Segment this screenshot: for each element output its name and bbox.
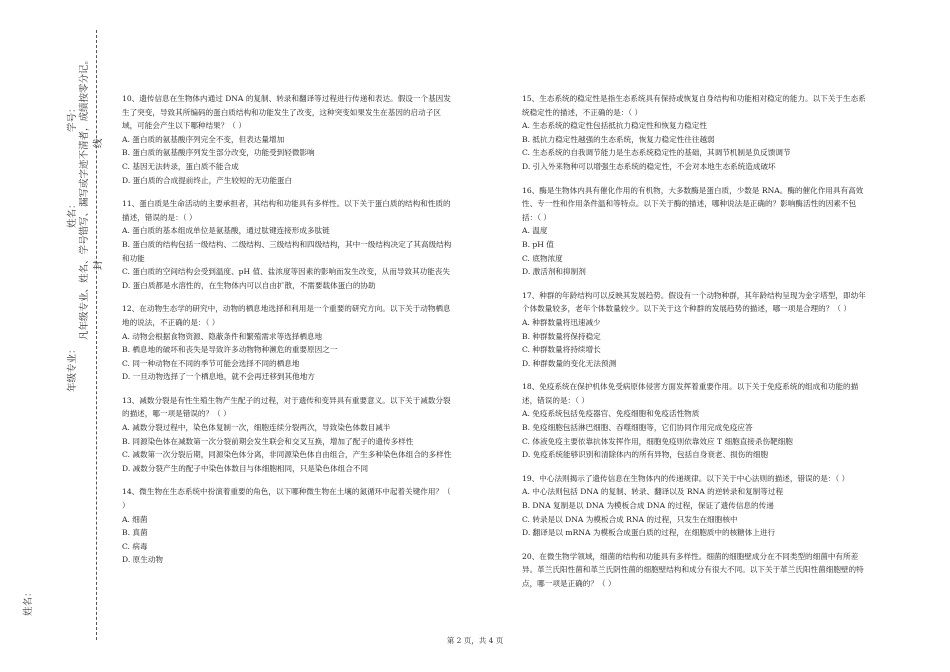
question-stem: 18、免疫系统在保护机体免受病原体侵害方面发挥着重要作用。以下关于免疫系统的组成和功能的描述，错误的是：（ ） bbox=[522, 382, 859, 405]
answer-option: A. 蛋白质的基本组成单位是氨基酸，通过肽键连接形成多肽链 bbox=[122, 226, 330, 236]
answer-option: A. 动物会根据食物资源、隐蔽条件和繁殖需求等选择栖息地 bbox=[122, 331, 323, 341]
answer-option: A. 温度 bbox=[522, 226, 548, 236]
answer-option: A. 种群数量将迅速减少 bbox=[522, 317, 601, 327]
page-footer: 第 2 页，共 4 页 bbox=[446, 636, 504, 645]
answer-option: D. 蛋白质都是水溶性的，在生物体内可以自由扩散，不需要载体蛋白的协助 bbox=[122, 280, 376, 290]
question-stem: 16、酶是生物体内具有催化作用的有机物，大多数酶是蛋白质，少数是 RNA。酶的催化作用具有高效性、专一性和作用条件温和等特点。以下关于酶的描述，哪种说法是正确的？影响酶活性的因素不包括：（ ） bbox=[522, 185, 864, 222]
seal-notice: 凡年级专业、姓名、学号错写、漏写或字迹不清者，成绩按零分记。 bbox=[79, 54, 90, 340]
answer-option: C. 蛋白质的空间结构会受到温度、pH 值、盐浓度等因素的影响而发生改变，从而导致其功能丧失 bbox=[122, 267, 451, 277]
answer-option: B. 栖息地的破坏和丧失是导致许多动物物种濒危的重要原因之一 bbox=[122, 345, 338, 355]
question-block bbox=[522, 289, 867, 371]
question-stem: 17、种群的年龄结构可以反映其发展趋势。假设有一个动物种群，其年龄结构呈现为金字塔型，即幼年个体数量较多，老年个体数量较少。以下关于这个种群的发展趋势的描述，哪一项是合理的？（ ） bbox=[522, 290, 866, 314]
question-stem: 13、减数分裂是有性生殖生物产生配子的过程，对于遗传和变异具有重要意义。以下关于减数分裂的描述，哪一项是错误的？（ ） bbox=[122, 395, 451, 419]
answer-option: C. 生态系统的自我调节能力是生态系统稳定性的基础，其调节机制是负反馈调节 bbox=[522, 148, 791, 158]
question-stem: 10、遗传信息在生物体内通过 DNA 的复制、转录和翻译等过程进行传递和表达。假设一个基因发生了突变，导致其所编码的蛋白质结构和功能发生了改变，这种突变如果发生在基因的启动子区域，可能会产生以下哪种结果？（ ） bbox=[122, 94, 451, 131]
question-block bbox=[522, 92, 867, 174]
question-block bbox=[122, 197, 452, 292]
answer-option: C. 种群数量将持续增长 bbox=[522, 345, 601, 355]
answer-option: D. 翻译是以 mRNA 为模板合成蛋白质的过程，在细胞质中的核糖体上进行 bbox=[522, 528, 776, 538]
answer-option: B. DNA 复制是以 DNA 为模板合成 DNA 的过程，保证了遗传信息的传递 bbox=[522, 501, 774, 511]
answer-option: B. 抵抗力稳定性越强的生态系统，恢复力稳定性往往越弱 bbox=[522, 134, 715, 144]
left-column bbox=[122, 92, 452, 577]
grade-major-label: 年级专业： bbox=[67, 344, 78, 392]
answer-option: B. 同源染色体在减数第一次分裂前期会发生联会和交叉互换，增加了配子的遗传多样性 bbox=[122, 436, 414, 446]
question-block bbox=[522, 184, 867, 279]
answer-option: B. 真菌 bbox=[122, 528, 148, 538]
right-column bbox=[522, 92, 867, 601]
binding-margin bbox=[0, 0, 112, 672]
answer-option: D. 引入外来物种可以增强生态系统的稳定性，不会对本地生态系统造成破坏 bbox=[522, 161, 776, 171]
answer-option: A. 生态系统的稳定性包括抵抗力稳定性和恢复力稳定性 bbox=[522, 121, 707, 131]
name-label: 姓名： bbox=[67, 199, 78, 228]
answer-option: B. 蛋白质的结构包括一级结构、二级结构、三级结构和四级结构，其中一级结构决定了其高级结构和功能 bbox=[122, 239, 452, 263]
seal-char-xian: 线 bbox=[93, 138, 104, 148]
answer-option: D. 一旦动物选择了一个栖息地，就不会再迁移到其他地方 bbox=[122, 372, 315, 382]
answer-option: A. 蛋白质的氨基酸序列完全不变，但表达量增加 bbox=[122, 134, 285, 144]
answer-option: D. 种群数量的变化无法预测 bbox=[522, 358, 617, 368]
answer-option: C. 减数第一次分裂后期，同源染色体分离，非同源染色体自由组合，产生多种染色体组合的多样性 bbox=[122, 450, 452, 460]
answer-option: A. 中心法则包括 DNA 的复制、转录、翻译以及 RNA 的逆转录和复制等过程 bbox=[522, 487, 784, 497]
answer-option: B. 蛋白质的氨基酸序列发生部分改变，功能受到轻微影响 bbox=[122, 148, 315, 158]
question-stem: 11、蛋白质是生命活动的主要承担者，其结构和功能具有多样性。以下关于蛋白质的结构和性质的描述，错误的是：（ ） bbox=[122, 199, 451, 222]
answer-option: B. 种群数量将保持稳定 bbox=[522, 331, 601, 341]
question-block bbox=[122, 485, 452, 567]
answer-option: D. 减数分裂产生的配子中染色体数目与体细胞相同，只是染色体组合不同 bbox=[122, 463, 369, 473]
answer-option: C. 转录是以 DNA 为模板合成 RNA 的过程，只发生在细胞核中 bbox=[522, 514, 738, 524]
answer-option: C. 基因无法转录，蛋白质不能合成 bbox=[122, 161, 239, 171]
answer-option: C. 病毒 bbox=[122, 541, 148, 551]
question-stem: 12、在动物生态学的研究中，动物的栖息地选择和利用是一个重要的研究方向。以下关于动物栖息地的说法，不正确的是：（ ） bbox=[122, 304, 451, 327]
answer-option: C. 体液免疫主要依靠抗体发挥作用，细胞免疫则依靠效应 T 细胞直接杀伤靶细胞 bbox=[522, 436, 793, 446]
question-block bbox=[522, 550, 867, 591]
answer-option: B. pH 值 bbox=[522, 239, 554, 249]
question-stem: 15、生态系统的稳定性是指生态系统具有保持或恢复自身结构和功能相对稳定的能力。以下关于生态系统稳定性的描述，不正确的是：（ ） bbox=[522, 94, 866, 117]
question-block bbox=[122, 302, 452, 384]
seal-char-feng: 封 bbox=[93, 260, 104, 270]
question-block bbox=[522, 380, 867, 462]
answer-option: A. 细菌 bbox=[122, 514, 148, 524]
answer-option: A. 减数分裂过程中，染色体复制一次，细胞连续分裂两次，导致染色体数目减半 bbox=[122, 423, 391, 433]
answer-option: B. 免疫细胞包括淋巴细胞、吞噬细胞等，它们协同作用完成免疫应答 bbox=[522, 423, 753, 433]
school-name-label: 姓名： bbox=[23, 587, 34, 616]
answer-option: C. 同一种动物在不同的季节可能会选择不同的栖息地 bbox=[122, 358, 300, 368]
question-stem: 14、微生物在生态系统中扮演着重要的角色，以下哪种微生物在土壤的氮循环中起着关键作用？（ ） bbox=[122, 487, 451, 511]
question-block bbox=[122, 394, 452, 476]
answer-option: A. 免疫系统包括免疫器官、免疫细胞和免疫活性物质 bbox=[522, 409, 700, 419]
question-block bbox=[522, 472, 867, 540]
question-block bbox=[122, 92, 452, 187]
answer-option: D. 原生动物 bbox=[122, 555, 164, 565]
answer-option: C. 底物浓度 bbox=[522, 253, 563, 263]
question-stem: 20、在微生物学领域，细菌的结构和功能具有多样性。细菌的细胞壁成分在不同类型的细菌中有所差异。革兰氏阳性菌和革兰氏阴性菌的细胞壁结构和成分有很大不同。以下关于革兰氏阳性菌细胞壁的特点，哪一项是正确的？（ ） bbox=[522, 551, 864, 588]
student-id-label: 学号： bbox=[67, 103, 78, 132]
answer-option: D. 蛋白质的合成提前终止，产生较短的无功能蛋白 bbox=[122, 175, 293, 185]
answer-option: D. 免疫系统能够识别和清除体内的所有异物，包括自身衰老、损伤的细胞 bbox=[522, 450, 769, 460]
question-stem: 19、中心法则揭示了遗传信息在生物体内的传递规律。以下关于中心法则的描述，错误的是：（ ） bbox=[522, 473, 850, 483]
answer-option: D. 激活剂和抑制剂 bbox=[522, 267, 586, 277]
cut-line bbox=[96, 30, 97, 640]
